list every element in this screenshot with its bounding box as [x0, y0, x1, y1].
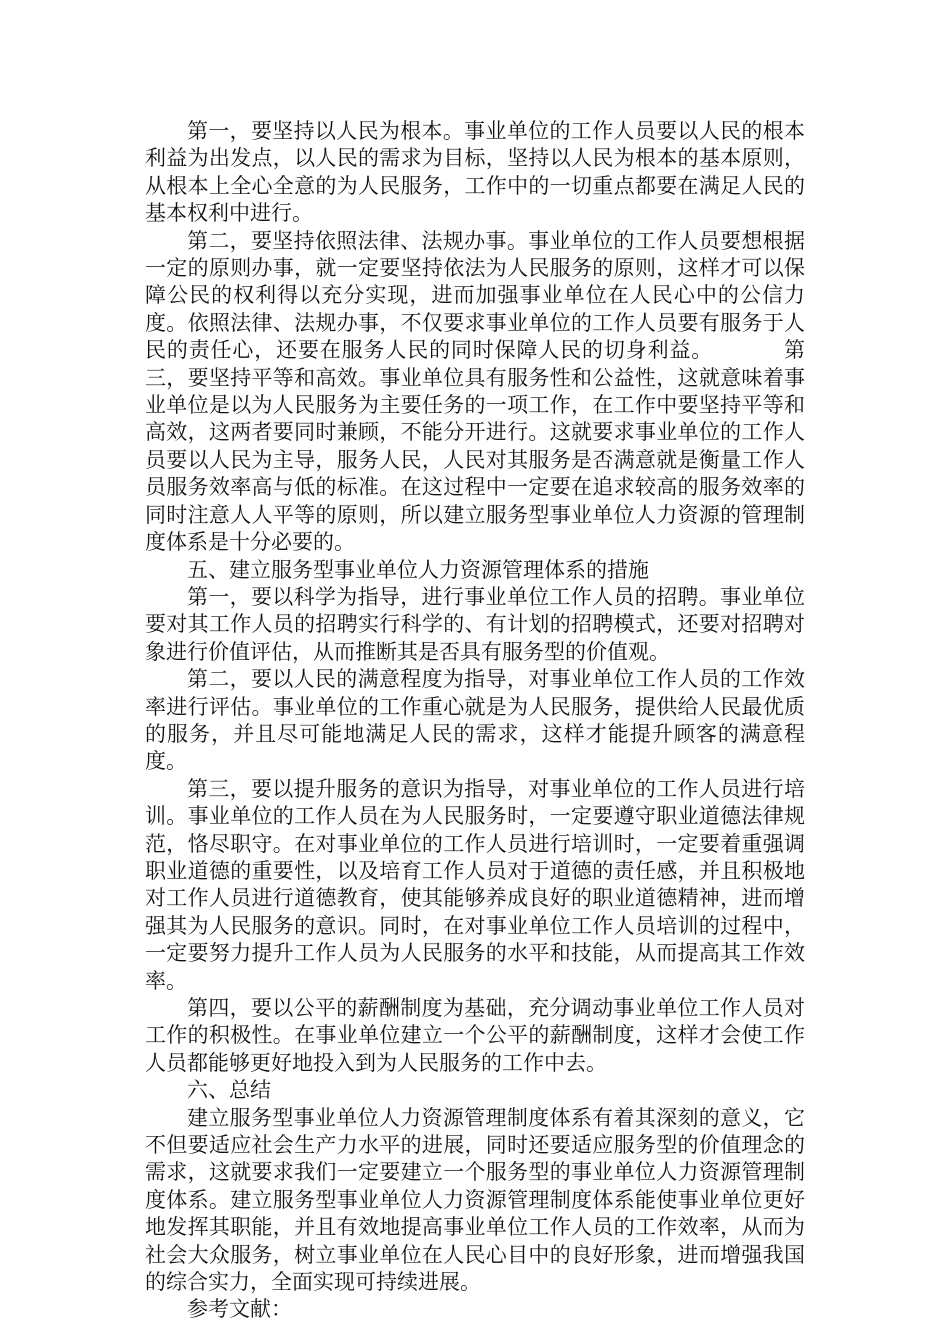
paragraph-first-principle: 第一，要坚持以人民为根本。事业单位的工作人员要以人民的根本利益为出发点，以人民的需求为目标，坚持以人民为根本的基本原则，从根本上全心全意的为人民服务，工作中的一切重点都要在满足人民的基本权利中进行。 [145, 119, 805, 226]
paragraph-measure-4: 第四，要以公平的薪酬制度为基础，充分调动事业单位工作人员对工作的积极性。在事业单位建立一个公平的薪酬制度，这样才会使工作人员都能够更好地投入到为人民服务的工作中去。 [145, 996, 805, 1075]
paragraph-second-text: 第二，要坚持依照法律、法规办事。事业单位的工作人员要想根据一定的原则办事，就一定要坚持依法为人民服务的原则，这样才可以保障公民的权利得以充分实现，进而加强事业单位在人民心中的公信力度。依照法律、法规办事，不仅要求事业单位的工作人员要有服务于人民的责任心，还要在服务人民的同时保障人民的切身利益。 [145, 228, 805, 363]
paragraph-measure-2: 第二，要以人民的满意程度为指导，对事业单位工作人员的工作效率进行评估。事业单位的工作重心就是为人民服务，提供给人民最优质的服务，并且尽可能地满足人民的需求，这样才能提升顾客的满意程度。 [145, 667, 805, 774]
paragraph-second-principle [145, 228, 805, 557]
paragraph-measure-3: 第三，要以提升服务的意识为指导，对事业单位的工作人员进行培训。事业单位的工作人员在为人民服务时，一定要遵守职业道德法律规范，恪尽职守。在对事业单位的工作人员进行培训时，一定要着重强调职业道德的重要性，以及培育工作人员对于道德的责任感，并且积极地对工作人员进行道德教育，使其能够养成良好的职业道德精神，进而增强其为人民服务的意识。同时，在对事业单位工作人员培训的过程中，一定要努力提升工作人员为人民服务的水平和技能，从而提高其工作效率。 [145, 776, 805, 993]
section-heading-measures: 五、建立服务型事业单位人力资源管理体系的措施 [187, 557, 649, 582]
paragraph-summary: 建立服务型事业单位人力资源管理制度体系有着其深刻的意义，它不但要适应社会生产力水平的进展，同时还要适应服务型的价值理念的需求，这就要求我们一定要建立一个服务型的事业单位人力资源管理制度体系。建立服务型事业单位人力资源管理制度体系能使事业单位更好地发挥其职能，并且有效地提高事业单位工作人员的工作效率，从而为社会大众服务，树立事业单位在人民心目中的良好形象，进而增强我国的综合实力，全面实现可持续进展。 [145, 1105, 805, 1295]
paragraph-third-text: 第三，要坚持平等和高效。事业单位具有服务性和公益性，这就意味着事业单位是以为人民服务为主要任务的一项工作，在工作中要坚持平等和高效，这两者要同时兼顾，不能分开进行。这就要求事业单位的工作人员要以人民为主导，服务人民，人民对其服务是否满意就是衡量工作人员服务效率高与低的标准。在这过程中一定要在追求较高的服务效率的同时注意人人平等的原则，所以建立服务型事业单位人力资源的管理制度体系是十分必要的。 [145, 338, 806, 555]
references-heading: 参考文献： [187, 1297, 292, 1322]
document-body [145, 118, 805, 1324]
section-heading-summary: 六、总结 [187, 1078, 271, 1103]
paragraph-measure-1: 第一，要以科学为指导，进行事业单位工作人员的招聘。事业单位要对其工作人员的招聘实行科学的、有计划的招聘模式，还要对招聘对象进行价值评估，从而推断其是否具有服务型的价值观。 [145, 584, 805, 664]
